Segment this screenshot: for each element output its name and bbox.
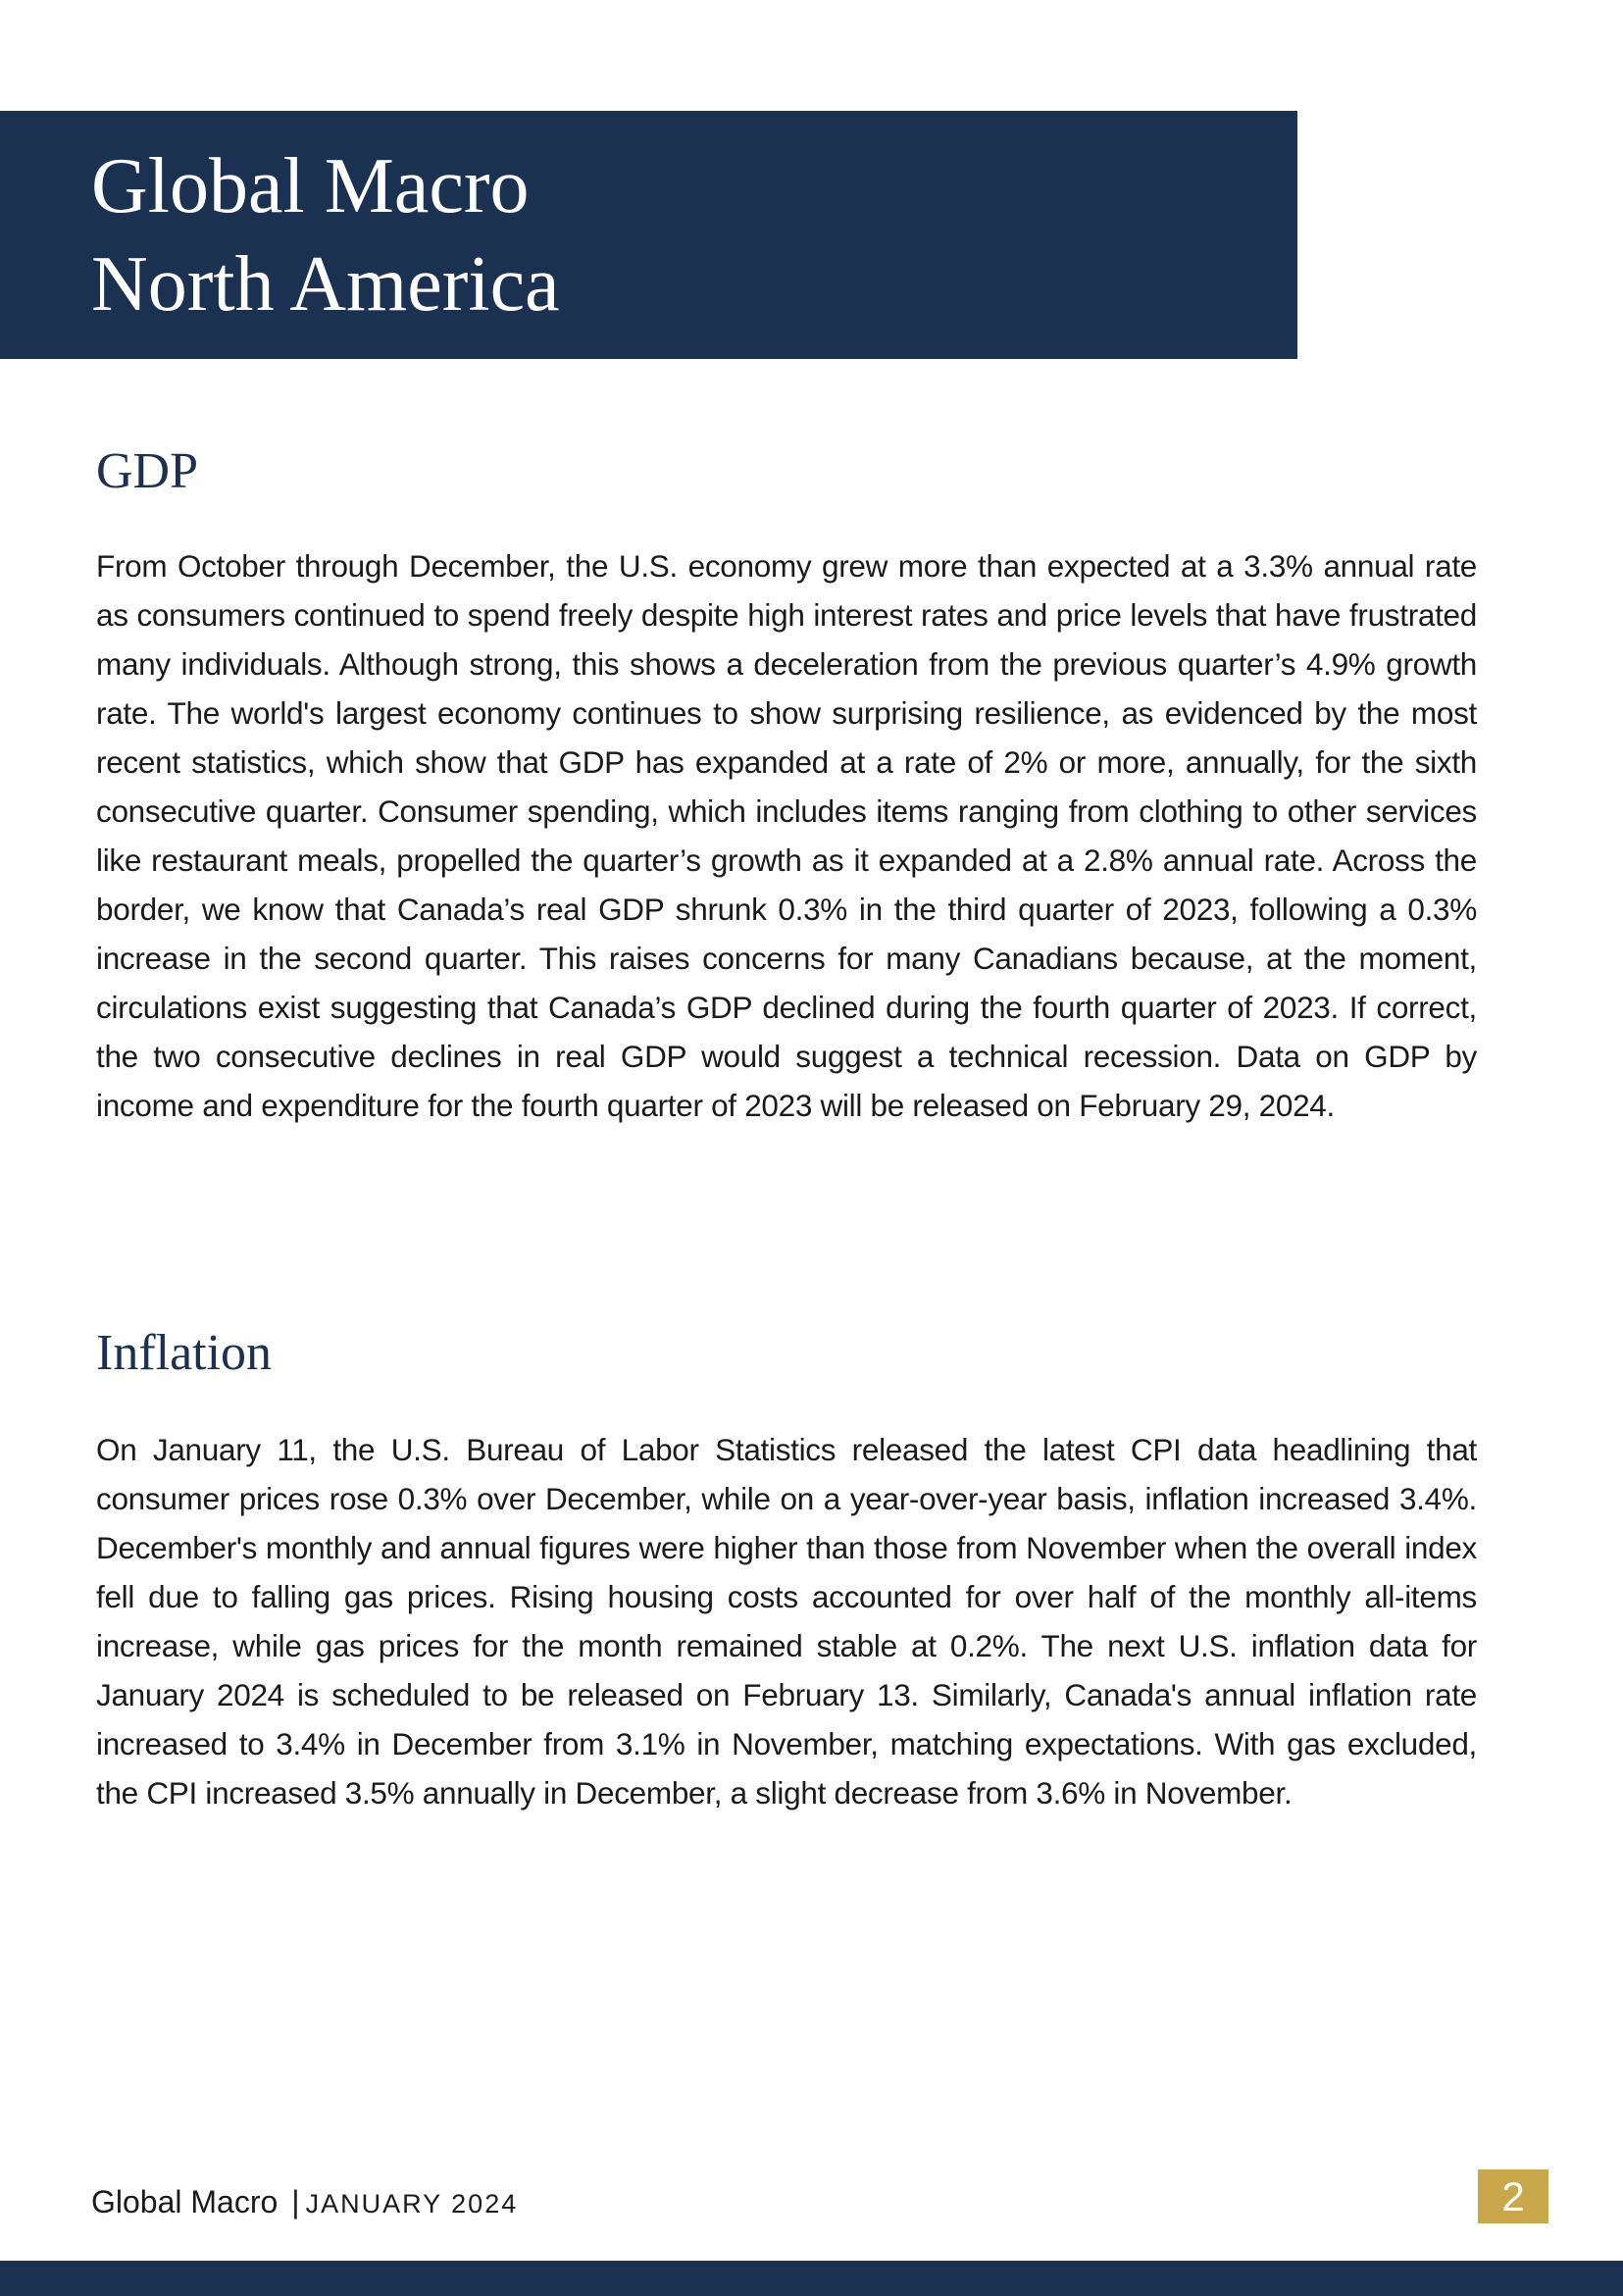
footer-label [91, 2182, 518, 2223]
page-title [91, 137, 560, 333]
section-heading-inflation: Inflation [96, 1325, 273, 1381]
section-body-inflation: On January 11, the U.S. Bureau of Labor Statistics released the latest CPI data headlining that consumer prices rose 0.3% over December, while on a year-over-year basis, inflation increased 3.4%. December's monthly and annual figures were higher than those from November when the overall index fell due to falling gas prices. Rising housing costs accounted for over half of the monthly all-items increase, while gas prices for the month remained stable at 0.2%. The next U.S. inflation data for January 2024 is scheduled to be released on February 13. Similarly, Canada's annual inflation rate increased to 3.4% in December from 3.1% in November, matching expectations. With gas excluded, the CPI increased 3.5% annually in December, a slight decrease from 3.6% in November. [96, 1432, 1477, 1811]
section-heading-gdp: GDP [96, 443, 199, 499]
page-number-badge: 2 [1478, 2169, 1548, 2223]
page-title-line-2: North America [91, 241, 560, 328]
section-body-gdp: From October through December, the U.S. economy grew more than expected at a 3.3% annual rate as consumers continued to spend freely despite high interest rates and price levels that have frustrated many individuals. Although strong, this shows a deceleration from the previous quarter’s 4.9% growth rate. The world's largest economy continues to show surprising resilience, as evidenced by the most recent statistics, which show that GDP has expanded at a rate of 2% or more, annually, for the sixth consecutive quarter. Consumer spending, which includes items ranging from clothing to other services like restaurant meals, propelled the quarter’s growth as it expanded at a 2.8% annual rate. Across the border, we know that Canada’s real GDP shrunk 0.3% in the third quarter of 2023, following a 0.3% increase in the second quarter. This raises concerns for many Canadians because, at the moment, circulations exist suggesting that Canada’s GDP declined during the fourth quarter of 2023. If correct, the two consecutive declines in real GDP would suggest a technical recession. Data on GDP by income and expenditure for the fourth quarter of 2023 will be released on February 29, 2024. [96, 548, 1477, 1123]
footer-publication: Global Macro [91, 2184, 279, 2219]
page-title-line-1: Global Macro [91, 143, 530, 230]
footer-separator: | [291, 2184, 300, 2219]
footer-date: JANUARY 2024 [305, 2189, 519, 2219]
footer-bar [0, 2261, 1623, 2296]
